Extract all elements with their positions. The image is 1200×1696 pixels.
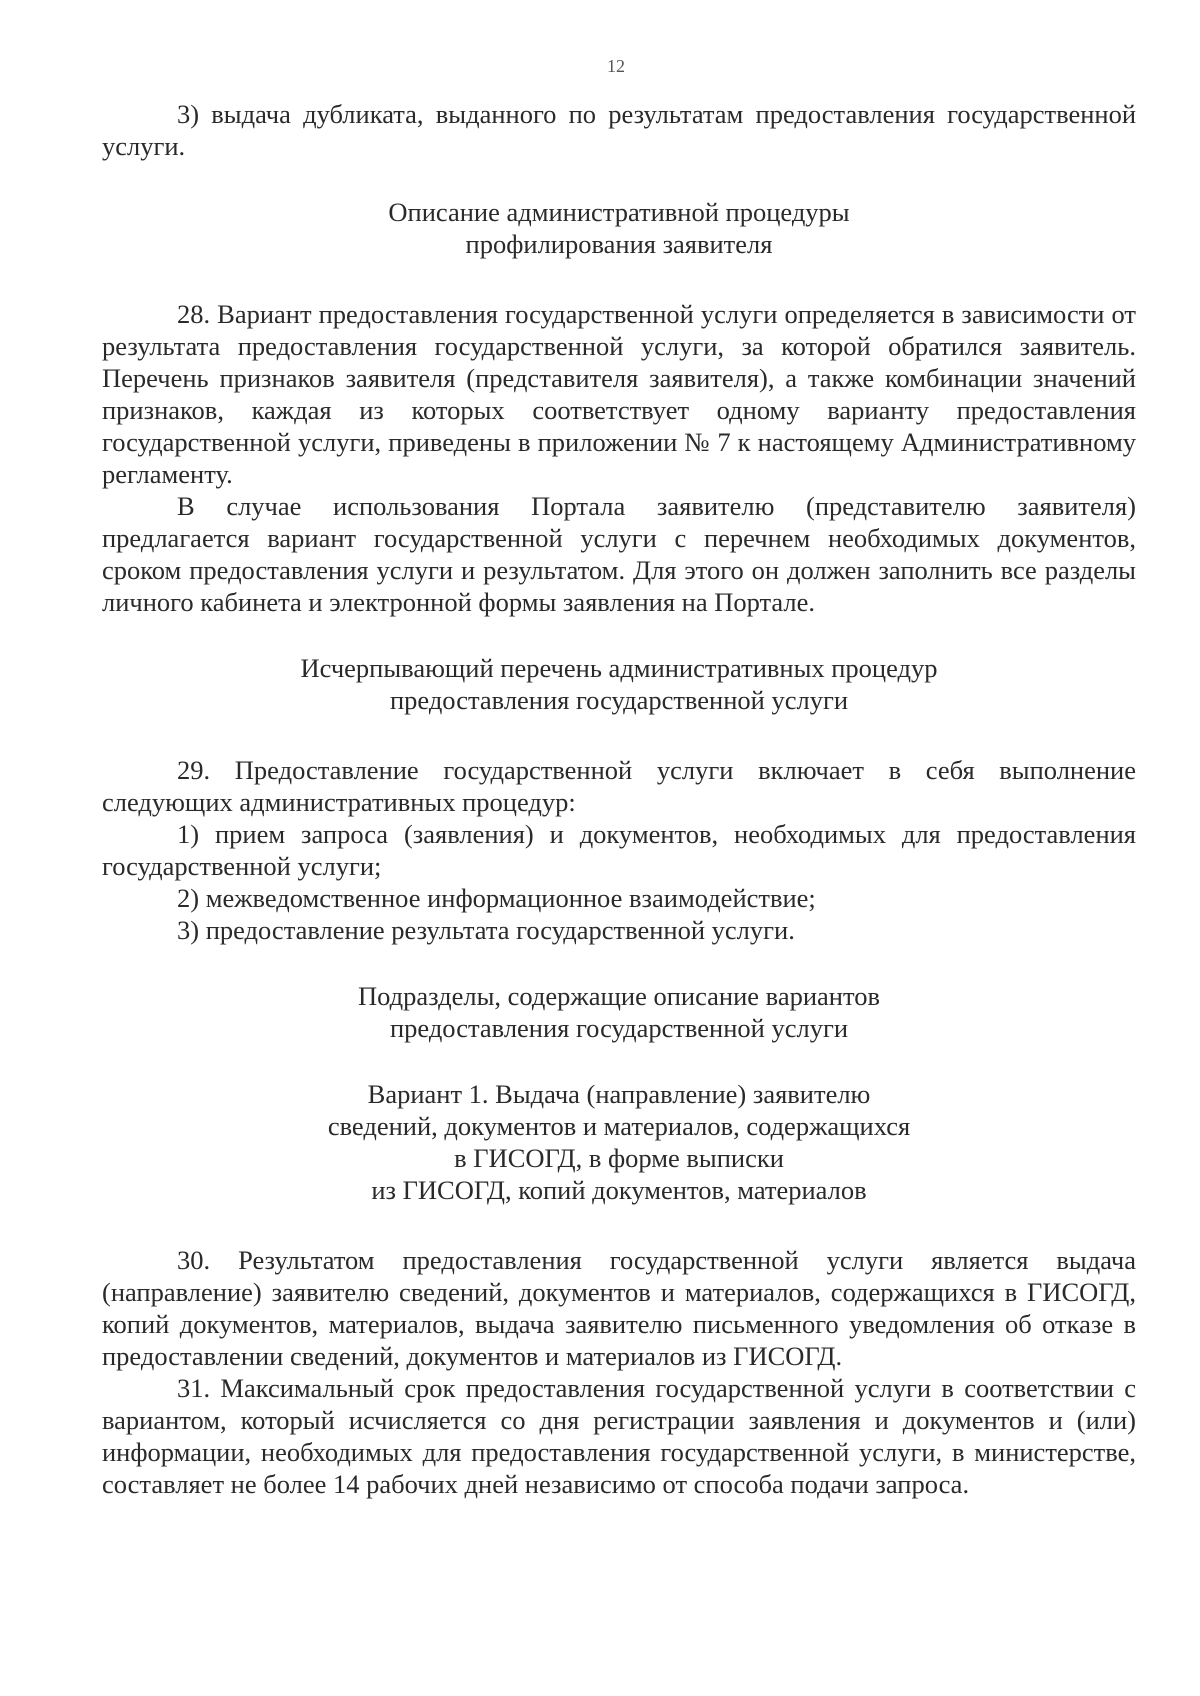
heading-variant-1 — [102, 1078, 1136, 1206]
paragraph-29: 29. Предоставление государственной услуги включает в себя выполнение следующих административных процедур: — [102, 755, 1136, 817]
heading-variant-subsections — [102, 980, 1136, 1044]
heading-line: предоставления государственной услуги — [389, 685, 849, 715]
heading-line: в ГИСОГД, в форме выписки — [454, 1143, 784, 1173]
paragraph-31: 31. Максимальный срок предоставления государственной услуги в соответствии с вариантом, который исчисляется со дня регистрации заявления и документов и (или) информации, необходимых для предоставления государственной услуги, в министерстве, составляет не более 14 рабочих дней независимо от способа подачи запроса. — [102, 1373, 1136, 1499]
heading-line: Вариант 1. Выдача (направление) заявителю — [367, 1079, 871, 1109]
list-item-procedure-3: 3) предоставление результата государственной услуги. — [177, 915, 795, 945]
list-item-procedure-2: 2) межведомственное информационное взаимодействие; — [177, 883, 816, 913]
list-item-procedure-1: 1) прием запроса (заявления) и документов, необходимых для предоставления государственной услуги; — [102, 819, 1136, 881]
heading-line: из ГИСОГД, копий документов, материалов — [371, 1175, 867, 1205]
heading-line: Исчерпывающий перечень административных процедур — [300, 653, 938, 683]
heading-line: Подразделы, содержащие описание вариантов — [358, 981, 880, 1011]
heading-profiling — [102, 196, 1136, 260]
heading-procedures-list — [102, 652, 1136, 716]
paragraph-item-3-duplicate: 3) выдача дубликата, выданного по результатам предоставления государственной услуги. — [102, 99, 1136, 161]
paragraph-28: 28. Вариант предоставления государственной услуги определяется в зависимости от результата предоставления государственной услуги, за которой обратился заявитель. Перечень признаков заявителя (представителя заявителя), а также комбинации значений признаков, каждая из которых соответствует одному варианту предоставления государственной услуги, приведены в приложении № 7 к настоящему Административному регламенту. — [102, 299, 1136, 489]
heading-line: профилирования заявителя — [465, 229, 773, 259]
document-body — [102, 98, 1136, 1500]
page-number: 12 — [607, 56, 625, 76]
paragraph-portal: В случае использования Портала заявителю (представителю заявителя) предлагается вариант государственной услуги с перечнем необходимых документов, сроком предоставления услуги и результатом. Для этого он должен заполнить все разделы личного кабинета и электронной формы заявления на Портале. — [102, 491, 1136, 617]
heading-line: Описание административной процедуры — [388, 197, 850, 227]
heading-line: предоставления государственной услуги — [389, 1013, 849, 1043]
paragraph-30: 30. Результатом предоставления государственной услуги является выдача (направление) заявителю сведений, документов и материалов, содержащихся в ГИСОГД, копий документов, материалов, выдача заявителю письменного уведомления об отказе в предоставлении сведений, документов и материалов из ГИСОГД. — [102, 1245, 1136, 1371]
heading-line: сведений, документов и материалов, содержащихся — [327, 1111, 911, 1141]
